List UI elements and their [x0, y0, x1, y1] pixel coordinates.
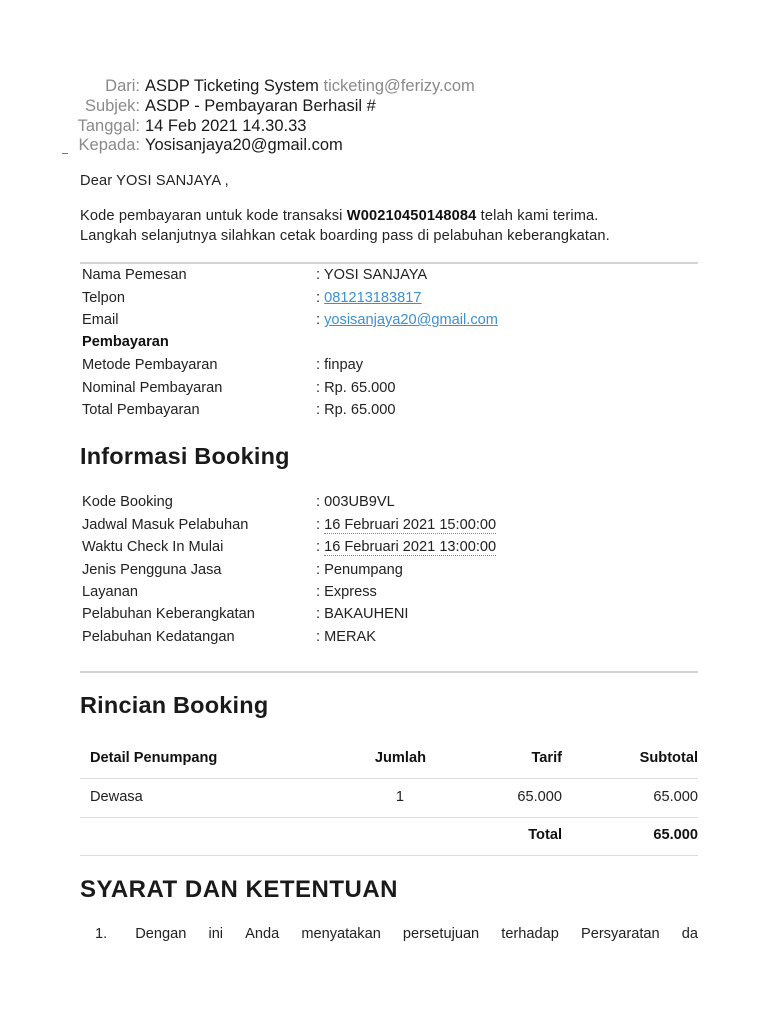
- transaction-code: W00210450148084: [346, 208, 477, 224]
- header-divider-mark: [62, 153, 68, 154]
- next-step-line: Langkah selanjutnya silahkan cetak boarding pass di pelabuhan keberangkatan.: [80, 228, 610, 244]
- payment-nominal-value: : Rp. 65.000: [316, 380, 396, 396]
- payment-method-label: Metode Pembayaran: [82, 357, 218, 373]
- arrival-port-label: Pelabuhan Kedatangan: [82, 629, 235, 645]
- phone-link[interactable]: 081213183817: [324, 290, 422, 306]
- customer-name-label: Nama Pemesan: [82, 267, 187, 283]
- booking-code-value: : 003UB9VL: [316, 494, 395, 510]
- port-entry-row: [82, 517, 698, 539]
- booking-details-title: Rincian Booking: [80, 692, 269, 718]
- service-user-label: Jenis Pengguna Jasa: [82, 562, 222, 578]
- terms-word: menyatakan: [301, 926, 381, 942]
- payment-total-row: [82, 402, 698, 424]
- payment-nominal-label: Nominal Pembayaran: [82, 380, 223, 396]
- phone-separator: :: [316, 290, 325, 306]
- service-row: [82, 584, 698, 606]
- port-entry-datetime[interactable]: 16 Februari 2021 15:00:00: [324, 517, 497, 533]
- port-entry-separator: :: [316, 517, 325, 533]
- terms-word: da: [681, 926, 698, 942]
- terms-word: persetujuan: [402, 926, 480, 942]
- from-label: Dari:: [105, 77, 140, 95]
- from-value: [145, 76, 475, 96]
- payment-confirmation-line: [80, 208, 599, 224]
- service-user-value: : Penumpang: [316, 562, 403, 578]
- from-name: ASDP Ticketing System: [145, 77, 319, 95]
- service-label: Layanan: [82, 584, 138, 600]
- payment-nominal-row: [82, 380, 698, 402]
- booking-code-row: [82, 494, 698, 516]
- arrival-port-row: [82, 629, 698, 651]
- terms-word: Anda: [245, 926, 280, 942]
- table-row-divider: [80, 817, 698, 818]
- greeting: Dear YOSI SANJAYA ,: [80, 173, 229, 189]
- table-bottom-divider: [80, 855, 698, 856]
- service-value: : Express: [316, 584, 377, 600]
- passenger-type-cell: Dewasa: [90, 789, 143, 805]
- column-header-passenger: Detail Penumpang: [90, 750, 218, 766]
- checkin-label: Waktu Check In Mulai: [82, 539, 224, 555]
- departure-port-value: : BAKAUHENI: [316, 606, 409, 622]
- phone-row: [82, 290, 698, 312]
- subtotal-cell: 65.000: [653, 789, 698, 805]
- checkin-value-wrap: [316, 539, 496, 555]
- email-link[interactable]: yosisanjaya20@gmail.com: [324, 312, 498, 328]
- phone-label: Telpon: [82, 290, 126, 306]
- departure-port-row: [82, 606, 698, 628]
- port-entry-label: Jadwal Masuk Pelabuhan: [82, 517, 249, 533]
- payment-total-label: Total Pembayaran: [82, 402, 200, 418]
- date-label: Tanggal:: [77, 117, 140, 135]
- subject-label: Subjek:: [84, 97, 140, 115]
- column-header-fare: Tarif: [531, 750, 562, 766]
- to-label: Kepada:: [78, 136, 140, 154]
- to-value[interactable]: Yosisanjaya20@gmail.com: [145, 136, 343, 154]
- from-email[interactable]: ticketing@ferizy.com: [323, 77, 475, 95]
- payment-method-value: : finpay: [316, 357, 364, 373]
- confirmation-suffix: telah kami terima.: [476, 208, 599, 224]
- section-divider: [80, 262, 698, 264]
- checkin-row: [82, 539, 698, 561]
- email-separator: :: [316, 312, 325, 328]
- date-value: 14 Feb 2021 14.30.33: [145, 117, 307, 135]
- email-value-wrap: [316, 312, 498, 328]
- table-header-divider: [80, 778, 698, 779]
- customer-name-value: : YOSI SANJAYA: [316, 267, 428, 283]
- payment-heading: Pembayaran: [82, 334, 169, 350]
- qty-cell: 1: [395, 789, 404, 805]
- checkin-separator: :: [316, 539, 325, 555]
- arrival-port-value: : MERAK: [316, 629, 377, 645]
- phone-value-wrap: [316, 290, 422, 306]
- section-divider: [80, 671, 698, 673]
- subject-value: ASDP - Pembayaran Berhasil #: [145, 97, 376, 115]
- confirmation-prefix: Kode pembayaran untuk kode transaksi: [80, 208, 347, 224]
- payment-method-row: [82, 357, 698, 379]
- booking-code-label: Kode Booking: [82, 494, 173, 510]
- email-label: Email: [82, 312, 119, 328]
- terms-word: Persyaratan: [580, 926, 660, 942]
- terms-word: ini: [208, 926, 224, 942]
- checkin-datetime[interactable]: 16 Februari 2021 13:00:00: [324, 539, 497, 555]
- terms-item-number: 1.: [95, 926, 108, 942]
- terms-word: Dengan: [135, 926, 187, 942]
- terms-item-1: [95, 926, 698, 942]
- total-value: 65.000: [653, 827, 698, 843]
- service-user-row: [82, 562, 698, 584]
- email-row: [82, 312, 698, 334]
- booking-info-title: Informasi Booking: [80, 443, 290, 469]
- terms-title: SYARAT DAN KETENTUAN: [80, 876, 399, 903]
- column-header-subtotal: Subtotal: [639, 750, 698, 766]
- departure-port-label: Pelabuhan Keberangkatan: [82, 606, 255, 622]
- payment-total-value: : Rp. 65.000: [316, 402, 396, 418]
- total-label: Total: [528, 827, 562, 843]
- terms-word: terhadap: [501, 926, 559, 942]
- column-header-qty: Jumlah: [374, 750, 426, 766]
- port-entry-value-wrap: [316, 517, 496, 533]
- fare-cell: 65.000: [517, 789, 562, 805]
- payment-heading-row: [82, 334, 698, 356]
- customer-name-row: [82, 267, 698, 289]
